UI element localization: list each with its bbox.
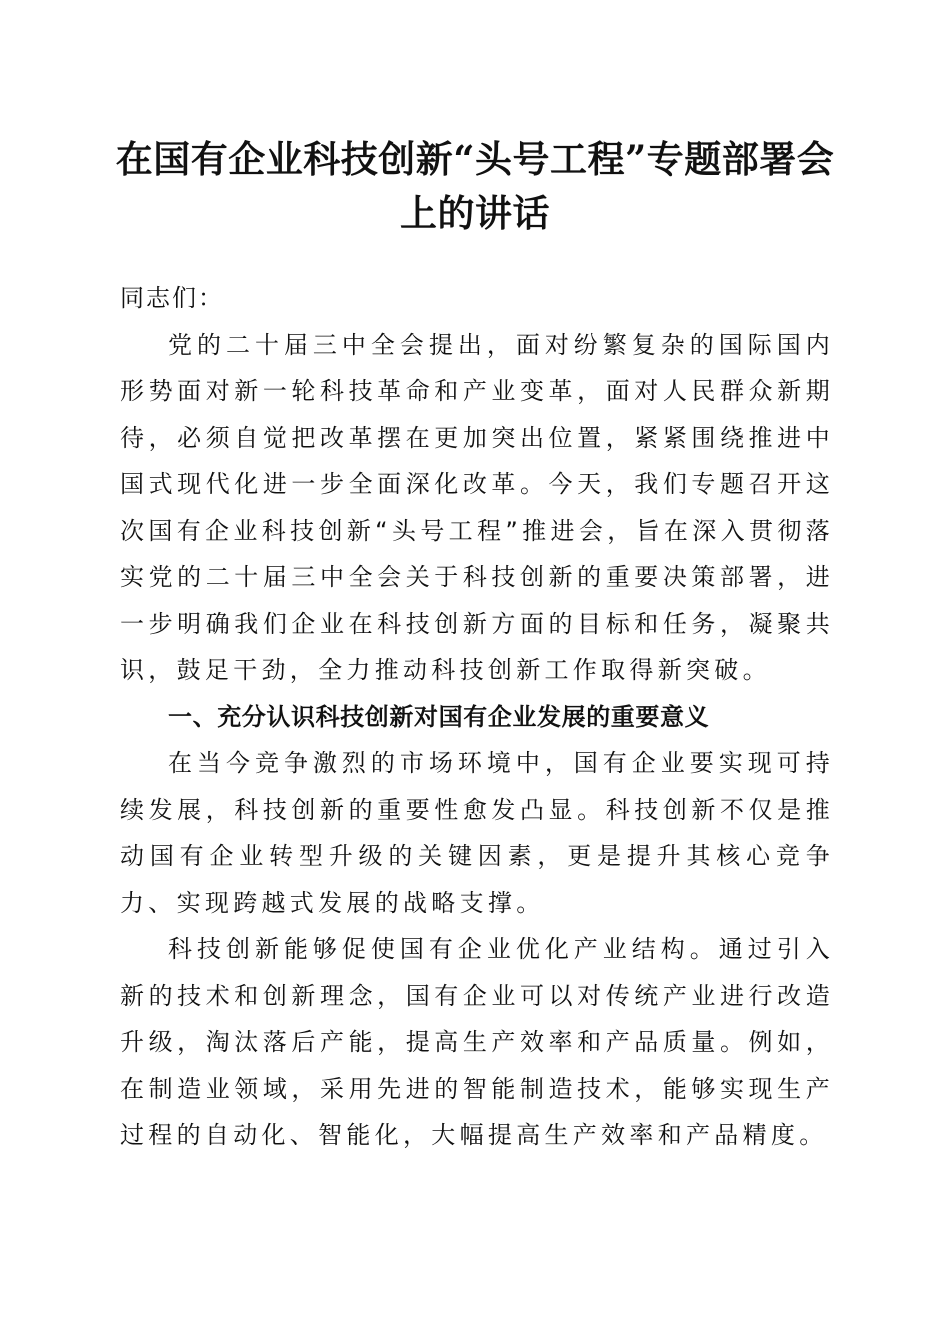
salutation: 同志们： bbox=[120, 284, 224, 312]
paragraph-importance: 在当今竞争激烈的市场环境中，国有企业要实现可持续发展，科技创新的重要性愈发凸显。科技创新不仅是推动国有企业转型升级的关键因素，更是提升其核心竞争力、实现跨越式发展的战略支撑。 bbox=[120, 749, 834, 917]
document-title: 在国有企业科技创新“头号工程”专题部署会上的讲话 bbox=[115, 137, 835, 235]
paragraph-industry-structure: 科技创新能够促使国有企业优化产业结构。通过引入新的技术和创新理念，国有企业可以对传统产业进行改造升级，淘汰落后产能，提高生产效率和产品质量。例如，在制造业领域，采用先进的智能制造技术，能够实现生产过程的自动化、智能化，大幅提高生产效率和产品精度。 bbox=[120, 935, 834, 1149]
paragraph-intro: 党的二十届三中全会提出，面对纷繁复杂的国际国内形势面对新一轮科技革命和产业变革，面对人民群众新期待，必须自觉把改革摆在更加突出位置，紧紧围绕推进中国式现代化进一步全面深化改革。今天，我们专题召开这次国有企业科技创新“头号工程”推进会，旨在深入贯彻落实党的二十届三中全会关于科技创新的重要决策部署，进一步明确我们企业在科技创新方面的目标和任务，凝聚共识，鼓足干劲，全力推动科技创新工作取得新突破。 bbox=[120, 330, 834, 684]
section-heading: 一、充分认识科技创新对国有企业发展的重要意义 bbox=[168, 702, 710, 731]
document-body bbox=[120, 275, 834, 1159]
